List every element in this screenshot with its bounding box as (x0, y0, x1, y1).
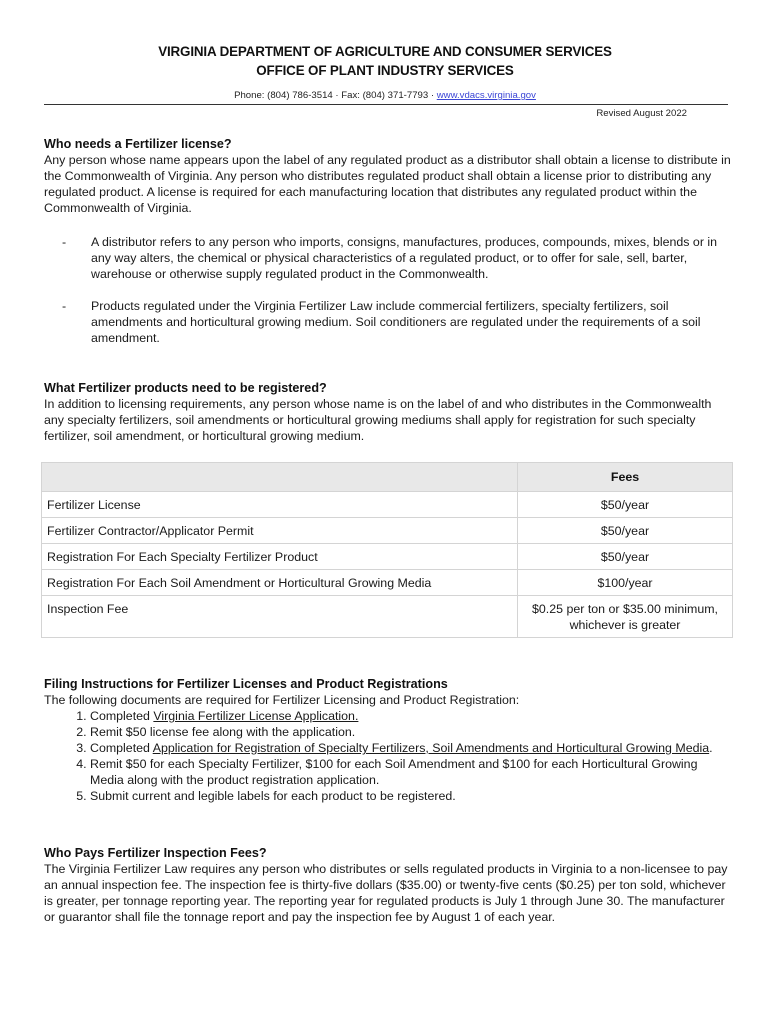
fee-item: Registration For Each Soil Amendment or Horticultural Growing Media (42, 570, 518, 596)
inspection-body: The Virginia Fertilizer Law requires any person who distributes or sells regulated products in Virginia to a non-licensee to pay an annual inspection fee. The inspection fee is thirty-five dollars ($35.00) or twenty-five cents ($0.25) per ton sold, whichever is greater, per tonnage reporting year. The reporting year for regulated products is July 1 through June 30. The manufacturer or guarantor shall file the tonnage report and pay the inspection fee by August 1 of each year. (44, 862, 728, 924)
contact-line (0, 90, 770, 101)
bullet-text: Products regulated under the Virginia Fertilizer Law include commercial fertilizers, specialty fertilizers, soil amendments and horticultural growing medium. Soil conditioners are regulated under the requirements of a soil amendment. (91, 299, 701, 345)
step-text: Completed (90, 709, 154, 723)
inspection-section (44, 845, 734, 925)
license-section (44, 136, 734, 216)
license-bullets (44, 234, 734, 282)
fee-table-header-item (42, 463, 518, 492)
table-row (42, 570, 733, 596)
step-item (90, 740, 734, 756)
registration-body: In addition to licensing requirements, any person whose name is on the label of and who distributes in the Commonwealth any specialty fertilizers, soil amendments or horticultural growing mediums shall apply for registration for such specialty fertilizer, soil amendment, or horticultural growing medium. (44, 397, 712, 443)
step-text: Remit $50 for each Specialty Fertilizer, $100 for each Soil Amendment and $100 for each Horticultural Growing Media along with the product registration application. (90, 757, 698, 787)
fee-amount: $50/year (518, 544, 733, 570)
step-item (90, 788, 734, 804)
registration-section (44, 380, 734, 444)
bullet-dash: - (62, 299, 67, 313)
bullet-dash: - (62, 235, 67, 249)
fee-item: Fertilizer Contractor/Applicator Permit (42, 518, 518, 544)
fee-table-header-row (42, 463, 733, 492)
filing-heading: Filing Instructions for Fertilizer Licenses and Product Registrations (44, 677, 448, 691)
registration-application-link[interactable]: Application for Registration of Specialty Fertilizers, Soil Amendments and Horticultural Growing Media (152, 741, 710, 755)
table-row (42, 544, 733, 570)
step-text: Completed (90, 741, 153, 755)
step-item (90, 756, 734, 788)
filing-intro: The following documents are required for Fertilizer Licensing and Product Registration: (44, 693, 520, 707)
fee-item: Registration For Each Specialty Fertilizer Product (42, 544, 518, 570)
fee-table (41, 462, 733, 638)
step-suffix: . (709, 741, 713, 755)
website-link[interactable]: www.vdacs.virginia.gov (436, 90, 536, 101)
table-row (42, 596, 733, 638)
filing-section (44, 676, 734, 804)
header-divider (44, 104, 728, 105)
revised-date: Revised August 2022 (596, 108, 687, 119)
license-application-link[interactable]: Virginia Fertilizer License Application. (153, 709, 359, 723)
fee-item: Inspection Fee (42, 596, 518, 638)
license-body: Any person whose name appears upon the label of any regulated product as a distributor shall obtain a license to distribute in the Commonwealth of Virginia. Any person who distributes regulated product shall obtain a license prior to distributing any regulated product. A license is required for each manufacturing location that distributes any regulated product within the Commonwealth of Virginia. (44, 153, 731, 215)
fee-amount: $0.25 per ton or $35.00 minimum, whichever is greater (518, 596, 733, 638)
filing-steps (44, 708, 734, 804)
bullet-item (44, 298, 734, 346)
step-text: Submit current and legible labels for each product to be registered. (90, 789, 456, 803)
table-row (42, 492, 733, 518)
agency-title: VIRGINIA DEPARTMENT OF AGRICULTURE AND CONSUMER SERVICES (158, 44, 612, 59)
office-title: OFFICE OF PLANT INDUSTRY SERVICES (256, 63, 514, 78)
inspection-heading: Who Pays Fertilizer Inspection Fees? (44, 846, 267, 860)
fee-item: Fertilizer License (42, 492, 518, 518)
bullet-item (44, 234, 734, 282)
fee-amount: $50/year (518, 518, 733, 544)
fee-amount: $100/year (518, 570, 733, 596)
registration-heading: What Fertilizer products need to be registered? (44, 381, 327, 395)
bullet-text: A distributor refers to any person who imports, consigns, manufactures, produces, compounds, mixes, blends or in any way alters, the chemical or physical characteristics of a regulated product, or to offer for sale, sell, barter, warehouse or otherwise supply regulated product in the Commonwealth. (91, 235, 718, 281)
license-bullets-2 (44, 298, 734, 346)
fee-amount: $50/year (518, 492, 733, 518)
contact-phone-fax: Phone: (804) 786-3514 · Fax: (804) 371-7793 · (234, 90, 437, 101)
step-item (90, 724, 734, 740)
license-heading: Who needs a Fertilizer license? (44, 137, 232, 151)
step-text: Remit $50 license fee along with the application. (90, 725, 356, 739)
fee-table-header-fees: Fees (518, 463, 733, 492)
table-row (42, 518, 733, 544)
step-item (90, 708, 734, 724)
